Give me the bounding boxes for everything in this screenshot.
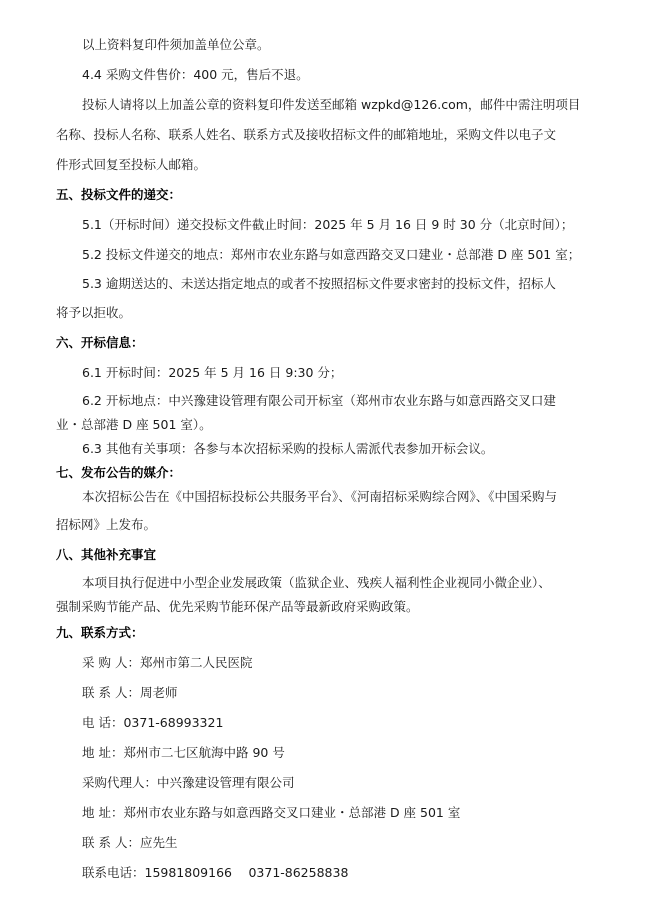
agency-line: 采购代理人：中兴豫建设管理有限公司	[82, 775, 295, 790]
section-5-heading: 五、投标文件的递交：	[56, 187, 182, 202]
agency-phone-line: 联系电话：15981809166 0371-86258838	[82, 865, 349, 880]
opening-location-line-1: 6.2 开标地点：中兴豫建设管理有限公司开标室（郑州市农业东路与如意西路交叉口建	[82, 393, 556, 408]
section-8-heading: 八、其他补充事宜	[56, 547, 157, 562]
policy-line-1: 本项目执行促进中小型企业发展政策（监狱企业、残疾人福利性企业视同小微企业）、	[82, 575, 551, 590]
email-instruction-line-2: 名称、投标人名称、联系人姓名、联系方式及接收招标文件的邮箱地址，采购文件以电子文	[56, 127, 557, 142]
purchaser-address-line: 地 址：郑州市二七区航海中路 90 号	[82, 745, 285, 760]
opening-location-line-2: 业・总部港 D 座 501 室）。	[56, 417, 212, 432]
media-line-2: 招标网》上发布。	[56, 517, 157, 532]
opening-time-line: 6.1 开标时间：2025 年 5 月 16 日 9:30 分；	[82, 365, 343, 380]
section-9-heading: 九、联系方式：	[56, 625, 144, 640]
submission-location-line: 5.2 投标文件递交的地点：郑州市农业东路与如意西路交叉口建业・总部港 D 座 501 室；	[82, 247, 581, 262]
other-matters-line: 6.3 其他有关事项：各参与本次招标采购的投标人需派代表参加开标会议。	[82, 441, 494, 456]
policy-line-2: 强制采购节能产品、优先采购节能环保产品等最新政府采购政策。	[56, 599, 419, 614]
copy-seal-note: 以上资料复印件须加盖单位公章。	[82, 37, 270, 52]
email-instruction-line-1: 投标人请将以上加盖公章的资料复印件发送至邮箱 wzpkd@126.com，邮件中需注明项目	[82, 97, 581, 112]
purchaser-line: 采 购 人：郑州市第二人民医院	[82, 655, 253, 670]
late-submission-line-1: 5.3 逾期送达的、未送达指定地点的或者不按照招标文件要求密封的投标文件，招标人	[82, 276, 556, 291]
purchaser-contact-line: 联 系 人：周老师	[82, 685, 178, 700]
section-6-heading: 六、开标信息：	[56, 335, 144, 350]
purchaser-phone-line: 电 话：0371-68993321	[82, 715, 224, 730]
agency-contact-line: 联 系 人：应先生	[82, 835, 178, 850]
email-instruction-line-3: 件形式回复至投标人邮箱。	[56, 157, 207, 172]
submission-deadline-line: 5.1（开标时间）递交投标文件截止时间：2025 年 5 月 16 日 9 时 30 分（北京时间）；	[82, 217, 574, 232]
section-7-heading: 七、发布公告的媒介：	[56, 465, 182, 480]
late-submission-line-2: 将予以拒收。	[56, 305, 132, 320]
media-line-1: 本次招标公告在《中国招标投标公共服务平台》、《河南招标采购综合网》、《中国采购与	[82, 489, 558, 504]
document-price-line: 4.4 采购文件售价：400 元，售后不退。	[82, 67, 309, 82]
agency-address-line: 地 址：郑州市农业东路与如意西路交叉口建业・总部港 D 座 501 室	[82, 805, 461, 820]
